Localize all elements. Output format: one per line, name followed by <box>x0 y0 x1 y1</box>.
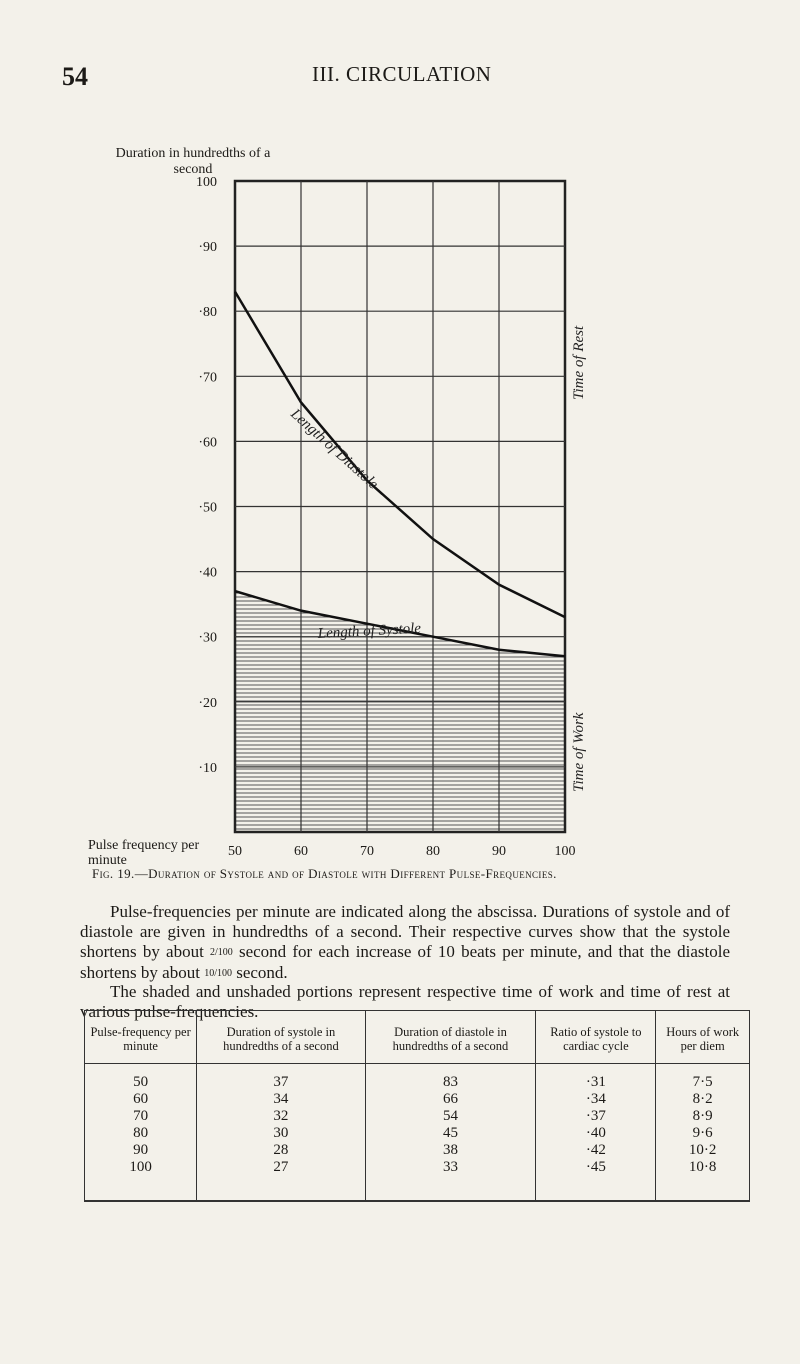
table-cell: 60 <box>133 1091 149 1107</box>
y-tick-label: ·30 <box>198 630 217 646</box>
x-tick-label: 50 <box>228 844 242 859</box>
y-tick-label: ·80 <box>198 305 217 321</box>
table-cell: 8·2 <box>692 1091 713 1107</box>
paragraph-text: Pulse-frequencies per minute are indicated along the abscissa. Durations of systole and of diastole are given in hundredths of a second. Their respective curves show that the systole shortens by about <box>80 902 730 961</box>
table-column-systole <box>197 1064 365 1202</box>
table-cell: 54 <box>442 1108 458 1124</box>
table-cell: ·31 <box>585 1074 606 1090</box>
running-header: III. CIRCULATION <box>312 62 492 86</box>
table-cell: ·37 <box>585 1108 606 1124</box>
table-cell: 83 <box>442 1074 458 1090</box>
table-cell: 50 <box>133 1074 149 1090</box>
y-tick-label: ·50 <box>198 500 217 516</box>
x-tick-label: 60 <box>294 844 308 859</box>
table-cell: 34 <box>273 1091 289 1107</box>
fraction: 10/100 <box>204 968 232 979</box>
table-column-diastole <box>365 1064 536 1202</box>
table-header: Duration of diastole in hundredths of a second <box>365 1011 536 1064</box>
figure-caption <box>92 866 557 882</box>
table-cell: 80 <box>133 1125 149 1141</box>
table-cell: 10·8 <box>688 1159 717 1175</box>
duration-table <box>84 1010 750 1202</box>
diastole-curve <box>235 292 565 617</box>
table-cell: 33 <box>442 1159 458 1175</box>
x-tick-label: 80 <box>426 844 440 859</box>
table-cell: ·45 <box>585 1159 606 1175</box>
fraction: 2/100 <box>210 947 233 958</box>
table-header: Pulse-frequency per minute <box>85 1011 197 1064</box>
y-tick-label: ·60 <box>198 435 217 451</box>
table-cell: ·40 <box>585 1125 606 1141</box>
paragraph-text: second for each increase of 10 beats per minute, and that the diastole shortens by about <box>80 942 730 982</box>
table-column-hours <box>656 1064 750 1202</box>
x-axis-label: Pulse frequency per minute <box>88 838 200 868</box>
systole-curve-label: Length of Systole <box>317 620 422 642</box>
y-tick-label: ·90 <box>198 240 217 256</box>
figure-number: Fig. 19. <box>92 866 135 881</box>
table-header: Duration of systole in hundredths of a second <box>197 1011 365 1064</box>
table-cell: 27 <box>273 1159 289 1175</box>
work-label: Time of Work <box>571 712 587 792</box>
y-tick-label: 100 <box>196 175 217 190</box>
paragraph-abscissa <box>80 902 730 984</box>
paragraph-text: second. <box>236 963 288 982</box>
y-tick-label: ·40 <box>198 565 217 581</box>
table-cell: 66 <box>442 1091 458 1107</box>
page-number: 54 <box>62 62 88 91</box>
table-cell: 90 <box>133 1142 149 1158</box>
table-column-pulse <box>85 1064 197 1202</box>
table-cell: 70 <box>133 1108 149 1124</box>
table-cell: ·42 <box>585 1142 606 1158</box>
y-tick-label: ·70 <box>198 370 217 386</box>
x-tick-label: 100 <box>554 844 576 859</box>
paragraph-shading: The shaded and unshaded portions represent respective time of work and time of rest at various pulse-frequencies. <box>80 982 730 1021</box>
table-cell: 7·5 <box>692 1074 713 1090</box>
table-cell: 10·2 <box>688 1142 717 1158</box>
table-cell: 30 <box>273 1125 289 1141</box>
table-cell: 28 <box>273 1142 289 1158</box>
rest-label: Time of Rest <box>571 325 587 400</box>
x-tick-label: 70 <box>360 844 374 859</box>
table-header: Ratio of systole to cardiac cycle <box>536 1011 656 1064</box>
x-tick-label: 90 <box>492 844 506 859</box>
table-header: Hours of work per diem <box>656 1011 750 1064</box>
table-cell: 38 <box>442 1142 458 1158</box>
table-row <box>85 1064 750 1202</box>
table-cell: 9·6 <box>692 1125 713 1141</box>
diastole-curve-label: Length of Diastole <box>287 406 382 493</box>
y-tick-label: ·10 <box>198 760 217 776</box>
table-header-row <box>85 1011 750 1064</box>
y-tick-label: ·20 <box>198 695 217 711</box>
table-cell: 32 <box>273 1108 289 1124</box>
table-column-ratio <box>536 1064 656 1202</box>
table-cell: 8·9 <box>692 1108 713 1124</box>
table-cell: 45 <box>442 1125 458 1141</box>
table-cell: 100 <box>129 1159 152 1175</box>
figure-caption-text: —Duration of Systole and of Diastole with Different Pulse-Frequencies. <box>134 866 557 881</box>
chart-title: Duration in hundredths of a second <box>115 146 271 177</box>
table-cell: ·34 <box>585 1091 606 1107</box>
table-cell: 37 <box>273 1074 289 1090</box>
